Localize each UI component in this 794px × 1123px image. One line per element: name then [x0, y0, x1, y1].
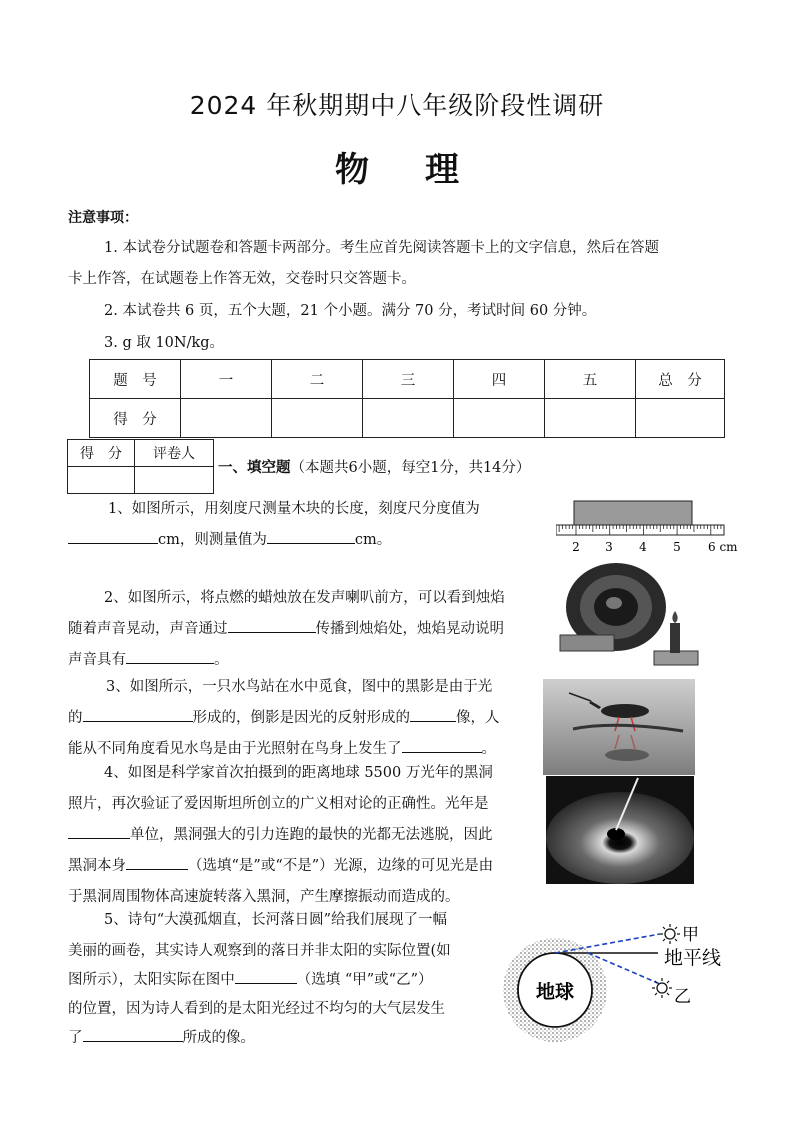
ruler-label-5: 5 — [673, 540, 681, 554]
wood-block — [574, 501, 692, 525]
q5-text-c: 了 — [68, 1030, 83, 1046]
q3-blank-3[interactable] — [402, 738, 482, 753]
sun-jia-label: 甲 — [682, 925, 699, 945]
q3-blank-1[interactable] — [83, 707, 193, 722]
score-table-col-4: 四 — [454, 360, 545, 399]
score-table-score-row — [90, 399, 725, 438]
score-table-header-row — [90, 360, 725, 399]
q3-text-b: 形成的，倒影是因光的反射形成的 — [192, 710, 410, 726]
q4-blank-1[interactable] — [68, 824, 130, 839]
bird-icon — [601, 704, 649, 718]
q1-line-2 — [68, 525, 391, 555]
q3-text-a: 的 — [68, 710, 83, 726]
score-table-col-5: 五 — [545, 360, 636, 399]
q2-text-b: 传播到烛焰处，烛焰晃动说明 — [315, 621, 504, 637]
bird-reflection — [605, 749, 649, 761]
score-cell — [272, 399, 363, 438]
score-table-col-1: 一 — [181, 360, 272, 399]
ruler-label-3: 3 — [605, 540, 613, 554]
q5-line-5 — [68, 1023, 255, 1053]
subject-title — [0, 142, 794, 191]
grader-score-label: 得 分 — [68, 440, 135, 467]
earth-label: 地球 — [535, 981, 575, 1003]
subject-char-1: 物 — [335, 150, 369, 190]
q1-line-1: 1、如图所示，用刻度尺测量木块的长度，刻度尺分度值为 — [108, 501, 480, 517]
sun-yi-icon — [652, 978, 672, 998]
notice-heading: 注意事项： — [68, 210, 138, 226]
q5-text-b: （选填 “甲”或“乙”） — [296, 972, 433, 988]
ruler-label-4: 4 — [639, 540, 647, 554]
candle-stand — [654, 651, 698, 665]
water-bird-figure — [543, 679, 695, 775]
q5-line-4: 的位置，因为诗人看到的是太阳光经过不均匀的大气层发生 — [68, 1001, 445, 1017]
q4-text-b: 黑洞本身 — [68, 858, 126, 874]
q3-text-c: 像，人 — [456, 710, 500, 726]
notice-item-2: 2. 本试卷共 6 页，五个大题，21 个小题。满分 70 分，考试时间 60 分钟。 — [104, 303, 597, 319]
sunset-diagram — [500, 912, 740, 1042]
score-table-score-label: 得 分 — [90, 399, 181, 438]
speaker-candle-figure — [554, 563, 704, 671]
q4-line-4 — [68, 851, 493, 881]
black-hole-figure — [546, 776, 694, 884]
q3-text-d: 能从不同角度看见水鸟是由于光照射在鸟身上发生了 — [68, 741, 402, 757]
q4-line-1: 4、如图是科学家首次拍摄到的距离地球 5500 万光年的黑洞 — [104, 765, 493, 781]
ruler-figure — [556, 500, 746, 558]
score-cell — [181, 399, 272, 438]
q4-text-c: （选填“是”或“不是”）光源，边缘的可见光是由 — [188, 858, 494, 874]
q2-text-d: 。 — [214, 652, 229, 668]
ruler-label-2: 2 — [572, 540, 580, 554]
score-table — [89, 359, 725, 438]
sun-yi-label: 乙 — [674, 987, 691, 1007]
q5-line-1: 5、诗句“大漠孤烟直，长河落日圆”给我们展现了一幅 — [104, 912, 448, 928]
notice-item-1-line-2: 卡上作答，在试题卷上作答无效，交卷时只交答题卡。 — [68, 271, 416, 287]
score-table-col-2: 二 — [272, 360, 363, 399]
q4-line-3 — [68, 820, 493, 850]
q2-text-a: 随着声音晃动，声音通过 — [68, 621, 228, 637]
score-table-col-3: 三 — [363, 360, 454, 399]
sun-jia-icon — [660, 924, 680, 944]
q2-line-1: 2、如图所示，将点燃的蜡烛放在发声喇叭前方，可以看到烛焰 — [104, 590, 505, 606]
q3-line-1: 3、如图所示，一只水鸟站在水中觅食，图中的黑影是由于光 — [106, 679, 493, 695]
q2-blank-2[interactable] — [126, 649, 214, 664]
exam-title: 2024 年秋期期中八年级阶段性调研 — [189, 91, 605, 120]
q5-text-d: 所成的像。 — [182, 1030, 255, 1046]
notice-item-3: 3. g 取 10N/kg。 — [104, 335, 225, 351]
q3-text-e: 。 — [481, 741, 496, 757]
section-1-heading — [218, 456, 530, 477]
q4-blank-2[interactable] — [126, 855, 188, 870]
q3-blank-2[interactable] — [410, 707, 456, 722]
score-cell — [454, 399, 545, 438]
score-table-col-total: 总 分 — [636, 360, 725, 399]
section-1-note: （本题共6小题，每空1分，共14分） — [290, 460, 531, 476]
q2-text-c: 声音具有 — [68, 652, 126, 668]
q5-line-2: 美丽的画卷，其实诗人观察到的落日并非太阳的实际位置(如 — [68, 943, 451, 959]
score-cell — [636, 399, 725, 438]
q5-blank-2[interactable] — [83, 1027, 183, 1042]
q5-text-a: 图所示），太阳实际在图中 — [68, 972, 235, 988]
q3-line-2 — [68, 703, 500, 733]
q4-line-5: 于黑洞周围物体高速旋转落入黑洞，产生摩擦振动而造成的。 — [68, 889, 460, 905]
q2-blank-1[interactable] — [228, 618, 316, 633]
q1-blank-2[interactable] — [267, 529, 355, 544]
ruler-label-6: 6 cm — [708, 540, 738, 554]
q1-blank-1[interactable] — [68, 529, 158, 544]
candle-icon — [670, 623, 680, 653]
q1-text-2: cm。 — [354, 532, 392, 548]
grader-score-cell — [68, 467, 135, 494]
q4-text-a: 单位，黑洞强大的引力连跑的最快的光都无法逃脱，因此 — [130, 827, 493, 843]
q2-line-3 — [68, 645, 229, 675]
q4-line-2: 照片，再次验证了爱因斯坦所创立的广义相对论的正确性。光年是 — [68, 796, 489, 812]
grader-name-label: 评卷人 — [135, 440, 214, 467]
subject-char-2: 理 — [425, 150, 459, 190]
grader-box — [67, 439, 214, 494]
q2-line-2 — [68, 614, 504, 644]
horizon-label: 地平线 — [664, 947, 722, 969]
notice-item-1-line-1: 1. 本试卷分试题卷和答题卡两部分。考生应首先阅读答题卡上的文字信息，然后在答题 — [104, 240, 659, 256]
section-1-title: 一、填空题 — [218, 460, 291, 476]
grader-name-cell — [135, 467, 214, 494]
q5-blank-1[interactable] — [235, 969, 297, 984]
score-table-row-label: 题 号 — [90, 360, 181, 399]
q5-line-3 — [68, 965, 433, 995]
score-cell — [363, 399, 454, 438]
q1-text-1: cm，则测量值为 — [158, 532, 267, 548]
score-cell — [545, 399, 636, 438]
